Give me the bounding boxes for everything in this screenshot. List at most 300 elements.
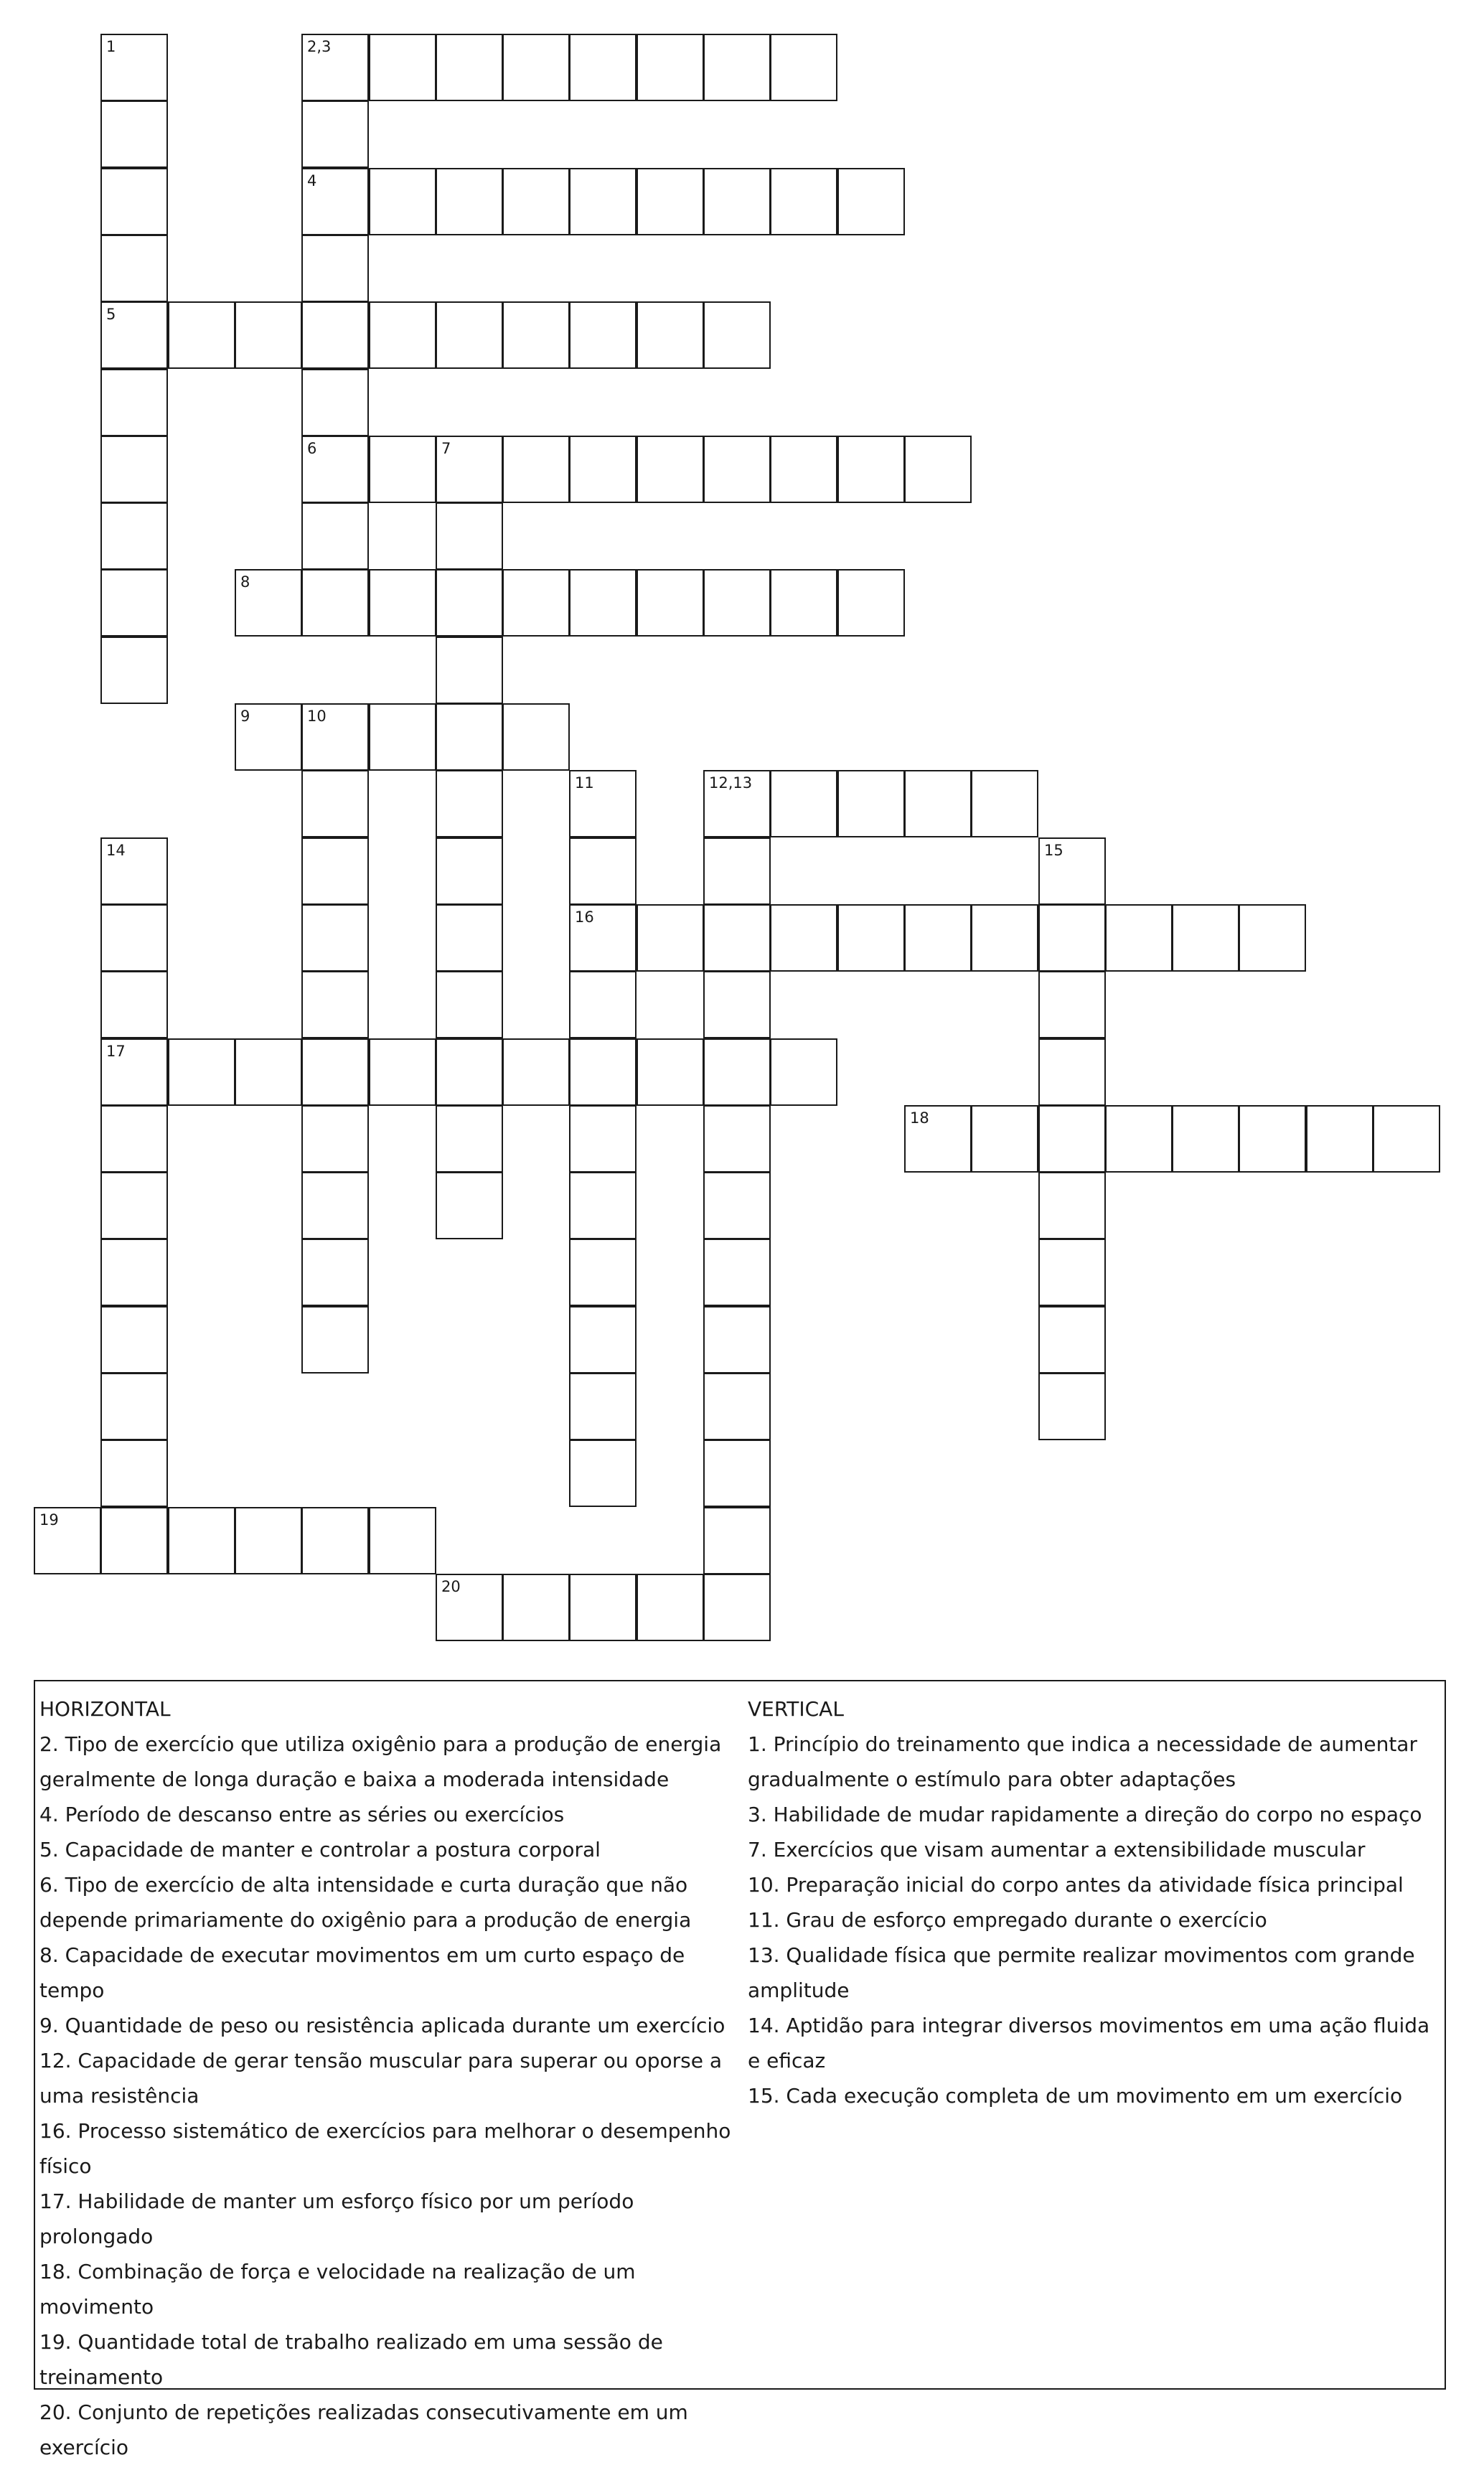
cell-letter-input[interactable]	[771, 169, 836, 234]
grid-cell[interactable]	[837, 168, 905, 235]
cell-letter-input[interactable]	[303, 1508, 367, 1573]
grid-cell[interactable]	[100, 1105, 168, 1173]
grid-cell[interactable]	[436, 1038, 503, 1106]
grid-cell[interactable]	[301, 569, 369, 637]
cell-letter-input[interactable]	[437, 839, 502, 903]
cell-letter-input[interactable]	[370, 1508, 435, 1573]
cell-letter-input[interactable]	[437, 1173, 502, 1238]
cell-letter-input[interactable]	[437, 705, 502, 769]
grid-cell[interactable]	[168, 301, 235, 369]
grid-cell[interactable]	[100, 1507, 168, 1574]
cell-letter-input[interactable]	[570, 1240, 635, 1305]
grid-cell[interactable]	[369, 301, 436, 369]
cell-letter-input[interactable]	[638, 303, 703, 367]
cell-letter-input[interactable]	[771, 771, 836, 836]
grid-cell[interactable]	[100, 637, 168, 704]
grid-cell[interactable]	[569, 904, 637, 972]
grid-cell[interactable]	[971, 770, 1038, 837]
grid-cell[interactable]	[770, 34, 837, 101]
grid-cell[interactable]	[770, 904, 837, 972]
cell-letter-input[interactable]	[102, 1374, 166, 1439]
grid-cell[interactable]	[34, 1507, 101, 1574]
grid-cell[interactable]	[703, 301, 771, 369]
grid-cell[interactable]	[703, 904, 771, 972]
grid-cell[interactable]	[569, 168, 637, 235]
cell-letter-input[interactable]	[370, 571, 435, 635]
grid-cell[interactable]	[502, 1574, 570, 1641]
grid-cell[interactable]	[502, 569, 570, 637]
grid-cell[interactable]	[703, 1038, 771, 1106]
cell-letter-input[interactable]	[102, 906, 166, 970]
cell-letter-input[interactable]	[102, 303, 166, 367]
cell-letter-input[interactable]	[303, 705, 367, 769]
cell-letter-input[interactable]	[570, 771, 635, 836]
grid-cell[interactable]	[369, 569, 436, 637]
grid-cell[interactable]	[703, 34, 771, 101]
cell-letter-input[interactable]	[705, 35, 769, 100]
grid-cell[interactable]	[235, 1038, 302, 1106]
grid-cell[interactable]	[770, 168, 837, 235]
cell-letter-input[interactable]	[972, 771, 1037, 836]
grid-cell[interactable]	[301, 436, 369, 503]
cell-letter-input[interactable]	[102, 236, 166, 301]
grid-cell[interactable]	[904, 1105, 972, 1173]
grid-cell[interactable]	[569, 770, 637, 837]
cell-letter-input[interactable]	[303, 906, 367, 970]
cell-letter-input[interactable]	[906, 771, 970, 836]
cell-letter-input[interactable]	[839, 771, 903, 836]
grid-cell[interactable]	[569, 1440, 637, 1507]
grid-cell[interactable]	[436, 436, 503, 503]
grid-cell[interactable]	[837, 904, 905, 972]
cell-letter-input[interactable]	[638, 571, 703, 635]
cell-letter-input[interactable]	[102, 1107, 166, 1171]
cell-letter-input[interactable]	[839, 437, 903, 502]
cell-letter-input[interactable]	[303, 1240, 367, 1305]
cell-letter-input[interactable]	[102, 1441, 166, 1506]
grid-cell[interactable]	[1172, 904, 1239, 972]
cell-letter-input[interactable]	[1173, 1107, 1238, 1171]
grid-cell[interactable]	[770, 436, 837, 503]
grid-cell[interactable]	[100, 1172, 168, 1239]
grid-cell[interactable]	[1239, 904, 1306, 972]
grid-cell[interactable]	[770, 569, 837, 637]
cell-letter-input[interactable]	[638, 1575, 703, 1640]
cell-letter-input[interactable]	[906, 437, 970, 502]
grid-cell[interactable]	[904, 770, 972, 837]
grid-cell[interactable]	[100, 235, 168, 302]
grid-cell[interactable]	[1038, 1105, 1106, 1173]
cell-letter-input[interactable]	[1040, 839, 1104, 903]
cell-letter-input[interactable]	[504, 437, 568, 502]
cell-letter-input[interactable]	[570, 1374, 635, 1439]
cell-letter-input[interactable]	[437, 1107, 502, 1171]
grid-cell[interactable]	[100, 1306, 168, 1374]
grid-cell[interactable]	[301, 703, 369, 771]
cell-letter-input[interactable]	[906, 1107, 970, 1171]
cell-letter-input[interactable]	[303, 102, 367, 166]
cell-letter-input[interactable]	[771, 437, 836, 502]
cell-letter-input[interactable]	[504, 571, 568, 635]
grid-cell[interactable]	[569, 436, 637, 503]
grid-cell[interactable]	[436, 168, 503, 235]
cell-letter-input[interactable]	[570, 1173, 635, 1238]
grid-cell[interactable]	[369, 1038, 436, 1106]
cell-letter-input[interactable]	[771, 1040, 836, 1104]
cell-letter-input[interactable]	[303, 169, 367, 234]
cell-letter-input[interactable]	[1307, 1107, 1372, 1171]
grid-cell[interactable]	[971, 1105, 1038, 1173]
grid-cell[interactable]	[301, 168, 369, 235]
cell-letter-input[interactable]	[771, 571, 836, 635]
cell-letter-input[interactable]	[504, 35, 568, 100]
cell-letter-input[interactable]	[705, 437, 769, 502]
grid-cell[interactable]	[1038, 1172, 1106, 1239]
cell-letter-input[interactable]	[839, 906, 903, 970]
cell-letter-input[interactable]	[437, 638, 502, 703]
cell-letter-input[interactable]	[303, 839, 367, 903]
cell-letter-input[interactable]	[102, 1173, 166, 1238]
grid-cell[interactable]	[703, 1239, 771, 1306]
grid-cell[interactable]	[637, 1038, 704, 1106]
cell-letter-input[interactable]	[906, 906, 970, 970]
grid-cell[interactable]	[569, 569, 637, 637]
grid-cell[interactable]	[235, 1507, 302, 1574]
cell-letter-input[interactable]	[1240, 906, 1305, 970]
cell-letter-input[interactable]	[303, 303, 367, 367]
grid-cell[interactable]	[703, 1105, 771, 1173]
cell-letter-input[interactable]	[437, 972, 502, 1037]
cell-letter-input[interactable]	[638, 1040, 703, 1104]
grid-cell[interactable]	[100, 34, 168, 101]
cell-letter-input[interactable]	[236, 303, 301, 367]
grid-cell[interactable]	[436, 703, 503, 771]
cell-letter-input[interactable]	[1107, 1107, 1171, 1171]
cell-letter-input[interactable]	[1040, 1107, 1104, 1171]
grid-cell[interactable]	[569, 1373, 637, 1440]
cell-letter-input[interactable]	[1040, 1240, 1104, 1305]
cell-letter-input[interactable]	[102, 504, 166, 568]
cell-letter-input[interactable]	[638, 437, 703, 502]
grid-cell[interactable]	[837, 569, 905, 637]
cell-letter-input[interactable]	[169, 1508, 234, 1573]
cell-letter-input[interactable]	[705, 303, 769, 367]
grid-cell[interactable]	[436, 1105, 503, 1173]
cell-letter-input[interactable]	[437, 906, 502, 970]
grid-cell[interactable]	[301, 837, 369, 905]
grid-cell[interactable]	[502, 703, 570, 771]
grid-cell[interactable]	[1105, 904, 1173, 972]
cell-letter-input[interactable]	[570, 571, 635, 635]
grid-cell[interactable]	[502, 1038, 570, 1106]
grid-cell[interactable]	[436, 1574, 503, 1641]
grid-cell[interactable]	[1038, 971, 1106, 1038]
grid-cell[interactable]	[569, 1172, 637, 1239]
grid-cell[interactable]	[301, 34, 369, 101]
cell-letter-input[interactable]	[504, 1040, 568, 1104]
grid-cell[interactable]	[1038, 1306, 1106, 1374]
cell-letter-input[interactable]	[972, 906, 1037, 970]
cell-letter-input[interactable]	[303, 35, 367, 100]
cell-letter-input[interactable]	[370, 303, 435, 367]
grid-cell[interactable]	[569, 1306, 637, 1374]
cell-letter-input[interactable]	[570, 1107, 635, 1171]
cell-letter-input[interactable]	[102, 169, 166, 234]
cell-letter-input[interactable]	[303, 1040, 367, 1104]
cell-letter-input[interactable]	[504, 1575, 568, 1640]
cell-letter-input[interactable]	[570, 1441, 635, 1506]
cell-letter-input[interactable]	[705, 571, 769, 635]
grid-cell[interactable]	[100, 971, 168, 1038]
cell-letter-input[interactable]	[102, 35, 166, 100]
cell-letter-input[interactable]	[437, 1040, 502, 1104]
cell-letter-input[interactable]	[705, 169, 769, 234]
grid-cell[interactable]	[301, 301, 369, 369]
grid-cell[interactable]	[1172, 1105, 1239, 1173]
grid-cell[interactable]	[235, 301, 302, 369]
grid-cell[interactable]	[301, 770, 369, 837]
cell-letter-input[interactable]	[303, 771, 367, 836]
grid-cell[interactable]	[100, 1373, 168, 1440]
grid-cell[interactable]	[301, 502, 369, 570]
cell-letter-input[interactable]	[437, 771, 502, 836]
grid-cell[interactable]	[703, 770, 771, 837]
grid-cell[interactable]	[637, 301, 704, 369]
cell-letter-input[interactable]	[1374, 1107, 1439, 1171]
cell-letter-input[interactable]	[570, 1307, 635, 1372]
grid-cell[interactable]	[637, 1574, 704, 1641]
grid-cell[interactable]	[100, 837, 168, 905]
cell-letter-input[interactable]	[102, 839, 166, 903]
cell-letter-input[interactable]	[303, 972, 367, 1037]
grid-cell[interactable]	[100, 436, 168, 503]
cell-letter-input[interactable]	[370, 437, 435, 502]
grid-cell[interactable]	[703, 1574, 771, 1641]
grid-cell[interactable]	[502, 436, 570, 503]
grid-cell[interactable]	[100, 369, 168, 436]
grid-cell[interactable]	[569, 971, 637, 1038]
cell-letter-input[interactable]	[169, 1040, 234, 1104]
grid-cell[interactable]	[100, 301, 168, 369]
cell-letter-input[interactable]	[1040, 972, 1104, 1037]
grid-cell[interactable]	[703, 1440, 771, 1507]
grid-cell[interactable]	[569, 1239, 637, 1306]
cell-letter-input[interactable]	[437, 169, 502, 234]
grid-cell[interactable]	[703, 1172, 771, 1239]
cell-letter-input[interactable]	[303, 1107, 367, 1171]
grid-cell[interactable]	[301, 1038, 369, 1106]
cell-letter-input[interactable]	[303, 571, 367, 635]
cell-letter-input[interactable]	[570, 906, 635, 970]
cell-letter-input[interactable]	[102, 437, 166, 502]
grid-cell[interactable]	[502, 168, 570, 235]
grid-cell[interactable]	[369, 703, 436, 771]
grid-cell[interactable]	[904, 436, 972, 503]
grid-cell[interactable]	[569, 837, 637, 905]
grid-cell[interactable]	[100, 904, 168, 972]
grid-cell[interactable]	[436, 34, 503, 101]
cell-letter-input[interactable]	[638, 906, 703, 970]
cell-letter-input[interactable]	[705, 1441, 769, 1506]
cell-letter-input[interactable]	[303, 236, 367, 301]
grid-cell[interactable]	[436, 904, 503, 972]
cell-letter-input[interactable]	[303, 1173, 367, 1238]
cell-letter-input[interactable]	[169, 303, 234, 367]
cell-letter-input[interactable]	[102, 1508, 166, 1573]
cell-letter-input[interactable]	[504, 303, 568, 367]
grid-cell[interactable]	[1038, 904, 1106, 972]
grid-cell[interactable]	[100, 569, 168, 637]
grid-cell[interactable]	[301, 1306, 369, 1374]
cell-letter-input[interactable]	[102, 1307, 166, 1372]
grid-cell[interactable]	[436, 1172, 503, 1239]
grid-cell[interactable]	[1239, 1105, 1306, 1173]
grid-cell[interactable]	[703, 1373, 771, 1440]
cell-letter-input[interactable]	[303, 370, 367, 435]
cell-letter-input[interactable]	[370, 169, 435, 234]
grid-cell[interactable]	[703, 1306, 771, 1374]
grid-cell[interactable]	[637, 168, 704, 235]
grid-cell[interactable]	[703, 569, 771, 637]
grid-cell[interactable]	[301, 1507, 369, 1574]
cell-letter-input[interactable]	[102, 1240, 166, 1305]
cell-letter-input[interactable]	[437, 35, 502, 100]
grid-cell[interactable]	[569, 1105, 637, 1173]
grid-cell[interactable]	[436, 837, 503, 905]
grid-cell[interactable]	[369, 436, 436, 503]
cell-letter-input[interactable]	[705, 1374, 769, 1439]
grid-cell[interactable]	[436, 770, 503, 837]
cell-letter-input[interactable]	[570, 437, 635, 502]
grid-cell[interactable]	[100, 1038, 168, 1106]
grid-cell[interactable]	[168, 1507, 235, 1574]
cell-letter-input[interactable]	[303, 437, 367, 502]
cell-letter-input[interactable]	[705, 1107, 769, 1171]
grid-cell[interactable]	[502, 34, 570, 101]
cell-letter-input[interactable]	[370, 35, 435, 100]
cell-letter-input[interactable]	[236, 1508, 301, 1573]
cell-letter-input[interactable]	[570, 35, 635, 100]
grid-cell[interactable]	[235, 569, 302, 637]
cell-letter-input[interactable]	[437, 437, 502, 502]
grid-cell[interactable]	[100, 1440, 168, 1507]
cell-letter-input[interactable]	[303, 1307, 367, 1372]
grid-cell[interactable]	[569, 1574, 637, 1641]
grid-cell[interactable]	[837, 436, 905, 503]
cell-letter-input[interactable]	[705, 1307, 769, 1372]
cell-letter-input[interactable]	[705, 1575, 769, 1640]
cell-letter-input[interactable]	[102, 102, 166, 166]
grid-cell[interactable]	[1306, 1105, 1373, 1173]
cell-letter-input[interactable]	[705, 906, 769, 970]
cell-letter-input[interactable]	[705, 972, 769, 1037]
cell-letter-input[interactable]	[570, 1575, 635, 1640]
cell-letter-input[interactable]	[236, 1040, 301, 1104]
grid-cell[interactable]	[1038, 837, 1106, 905]
cell-letter-input[interactable]	[504, 705, 568, 769]
grid-cell[interactable]	[637, 34, 704, 101]
cell-letter-input[interactable]	[504, 169, 568, 234]
grid-cell[interactable]	[369, 168, 436, 235]
cell-letter-input[interactable]	[638, 169, 703, 234]
cell-letter-input[interactable]	[771, 906, 836, 970]
cell-letter-input[interactable]	[102, 1040, 166, 1104]
cell-letter-input[interactable]	[35, 1508, 100, 1573]
grid-cell[interactable]	[1038, 1373, 1106, 1440]
cell-letter-input[interactable]	[570, 972, 635, 1037]
cell-letter-input[interactable]	[1040, 1374, 1104, 1439]
cell-letter-input[interactable]	[370, 705, 435, 769]
cell-letter-input[interactable]	[705, 771, 769, 836]
cell-letter-input[interactable]	[437, 571, 502, 635]
grid-cell[interactable]	[436, 301, 503, 369]
cell-letter-input[interactable]	[705, 1040, 769, 1104]
grid-cell[interactable]	[1038, 1239, 1106, 1306]
cell-letter-input[interactable]	[1173, 906, 1238, 970]
grid-cell[interactable]	[301, 904, 369, 972]
grid-cell[interactable]	[301, 1172, 369, 1239]
grid-cell[interactable]	[369, 34, 436, 101]
grid-cell[interactable]	[703, 971, 771, 1038]
cell-letter-input[interactable]	[1040, 1307, 1104, 1372]
grid-cell[interactable]	[301, 971, 369, 1038]
grid-cell[interactable]	[1373, 1105, 1440, 1173]
grid-cell[interactable]	[436, 971, 503, 1038]
cell-letter-input[interactable]	[1240, 1107, 1305, 1171]
cell-letter-input[interactable]	[1107, 906, 1171, 970]
cell-letter-input[interactable]	[1040, 906, 1104, 970]
grid-cell[interactable]	[100, 502, 168, 570]
grid-cell[interactable]	[703, 436, 771, 503]
cell-letter-input[interactable]	[303, 504, 367, 568]
cell-letter-input[interactable]	[236, 705, 301, 769]
cell-letter-input[interactable]	[1040, 1173, 1104, 1238]
grid-cell[interactable]	[637, 904, 704, 972]
grid-cell[interactable]	[301, 235, 369, 302]
grid-cell[interactable]	[569, 301, 637, 369]
grid-cell[interactable]	[436, 502, 503, 570]
cell-letter-input[interactable]	[705, 839, 769, 903]
grid-cell[interactable]	[770, 770, 837, 837]
cell-letter-input[interactable]	[570, 303, 635, 367]
cell-letter-input[interactable]	[236, 571, 301, 635]
cell-letter-input[interactable]	[705, 1508, 769, 1573]
grid-cell[interactable]	[703, 837, 771, 905]
cell-letter-input[interactable]	[570, 169, 635, 234]
grid-cell[interactable]	[168, 1038, 235, 1106]
cell-letter-input[interactable]	[972, 1107, 1037, 1171]
grid-cell[interactable]	[436, 637, 503, 704]
cell-letter-input[interactable]	[771, 35, 836, 100]
grid-cell[interactable]	[971, 904, 1038, 972]
cell-letter-input[interactable]	[102, 638, 166, 703]
grid-cell[interactable]	[369, 1507, 436, 1574]
grid-cell[interactable]	[100, 168, 168, 235]
grid-cell[interactable]	[569, 1038, 637, 1106]
grid-cell[interactable]	[703, 168, 771, 235]
cell-letter-input[interactable]	[437, 504, 502, 568]
cell-letter-input[interactable]	[839, 169, 903, 234]
cell-letter-input[interactable]	[570, 839, 635, 903]
cell-letter-input[interactable]	[570, 1040, 635, 1104]
grid-cell[interactable]	[301, 1239, 369, 1306]
cell-letter-input[interactable]	[638, 35, 703, 100]
grid-cell[interactable]	[301, 1105, 369, 1173]
cell-letter-input[interactable]	[1040, 1040, 1104, 1104]
grid-cell[interactable]	[703, 1507, 771, 1574]
grid-cell[interactable]	[301, 369, 369, 436]
grid-cell[interactable]	[569, 34, 637, 101]
